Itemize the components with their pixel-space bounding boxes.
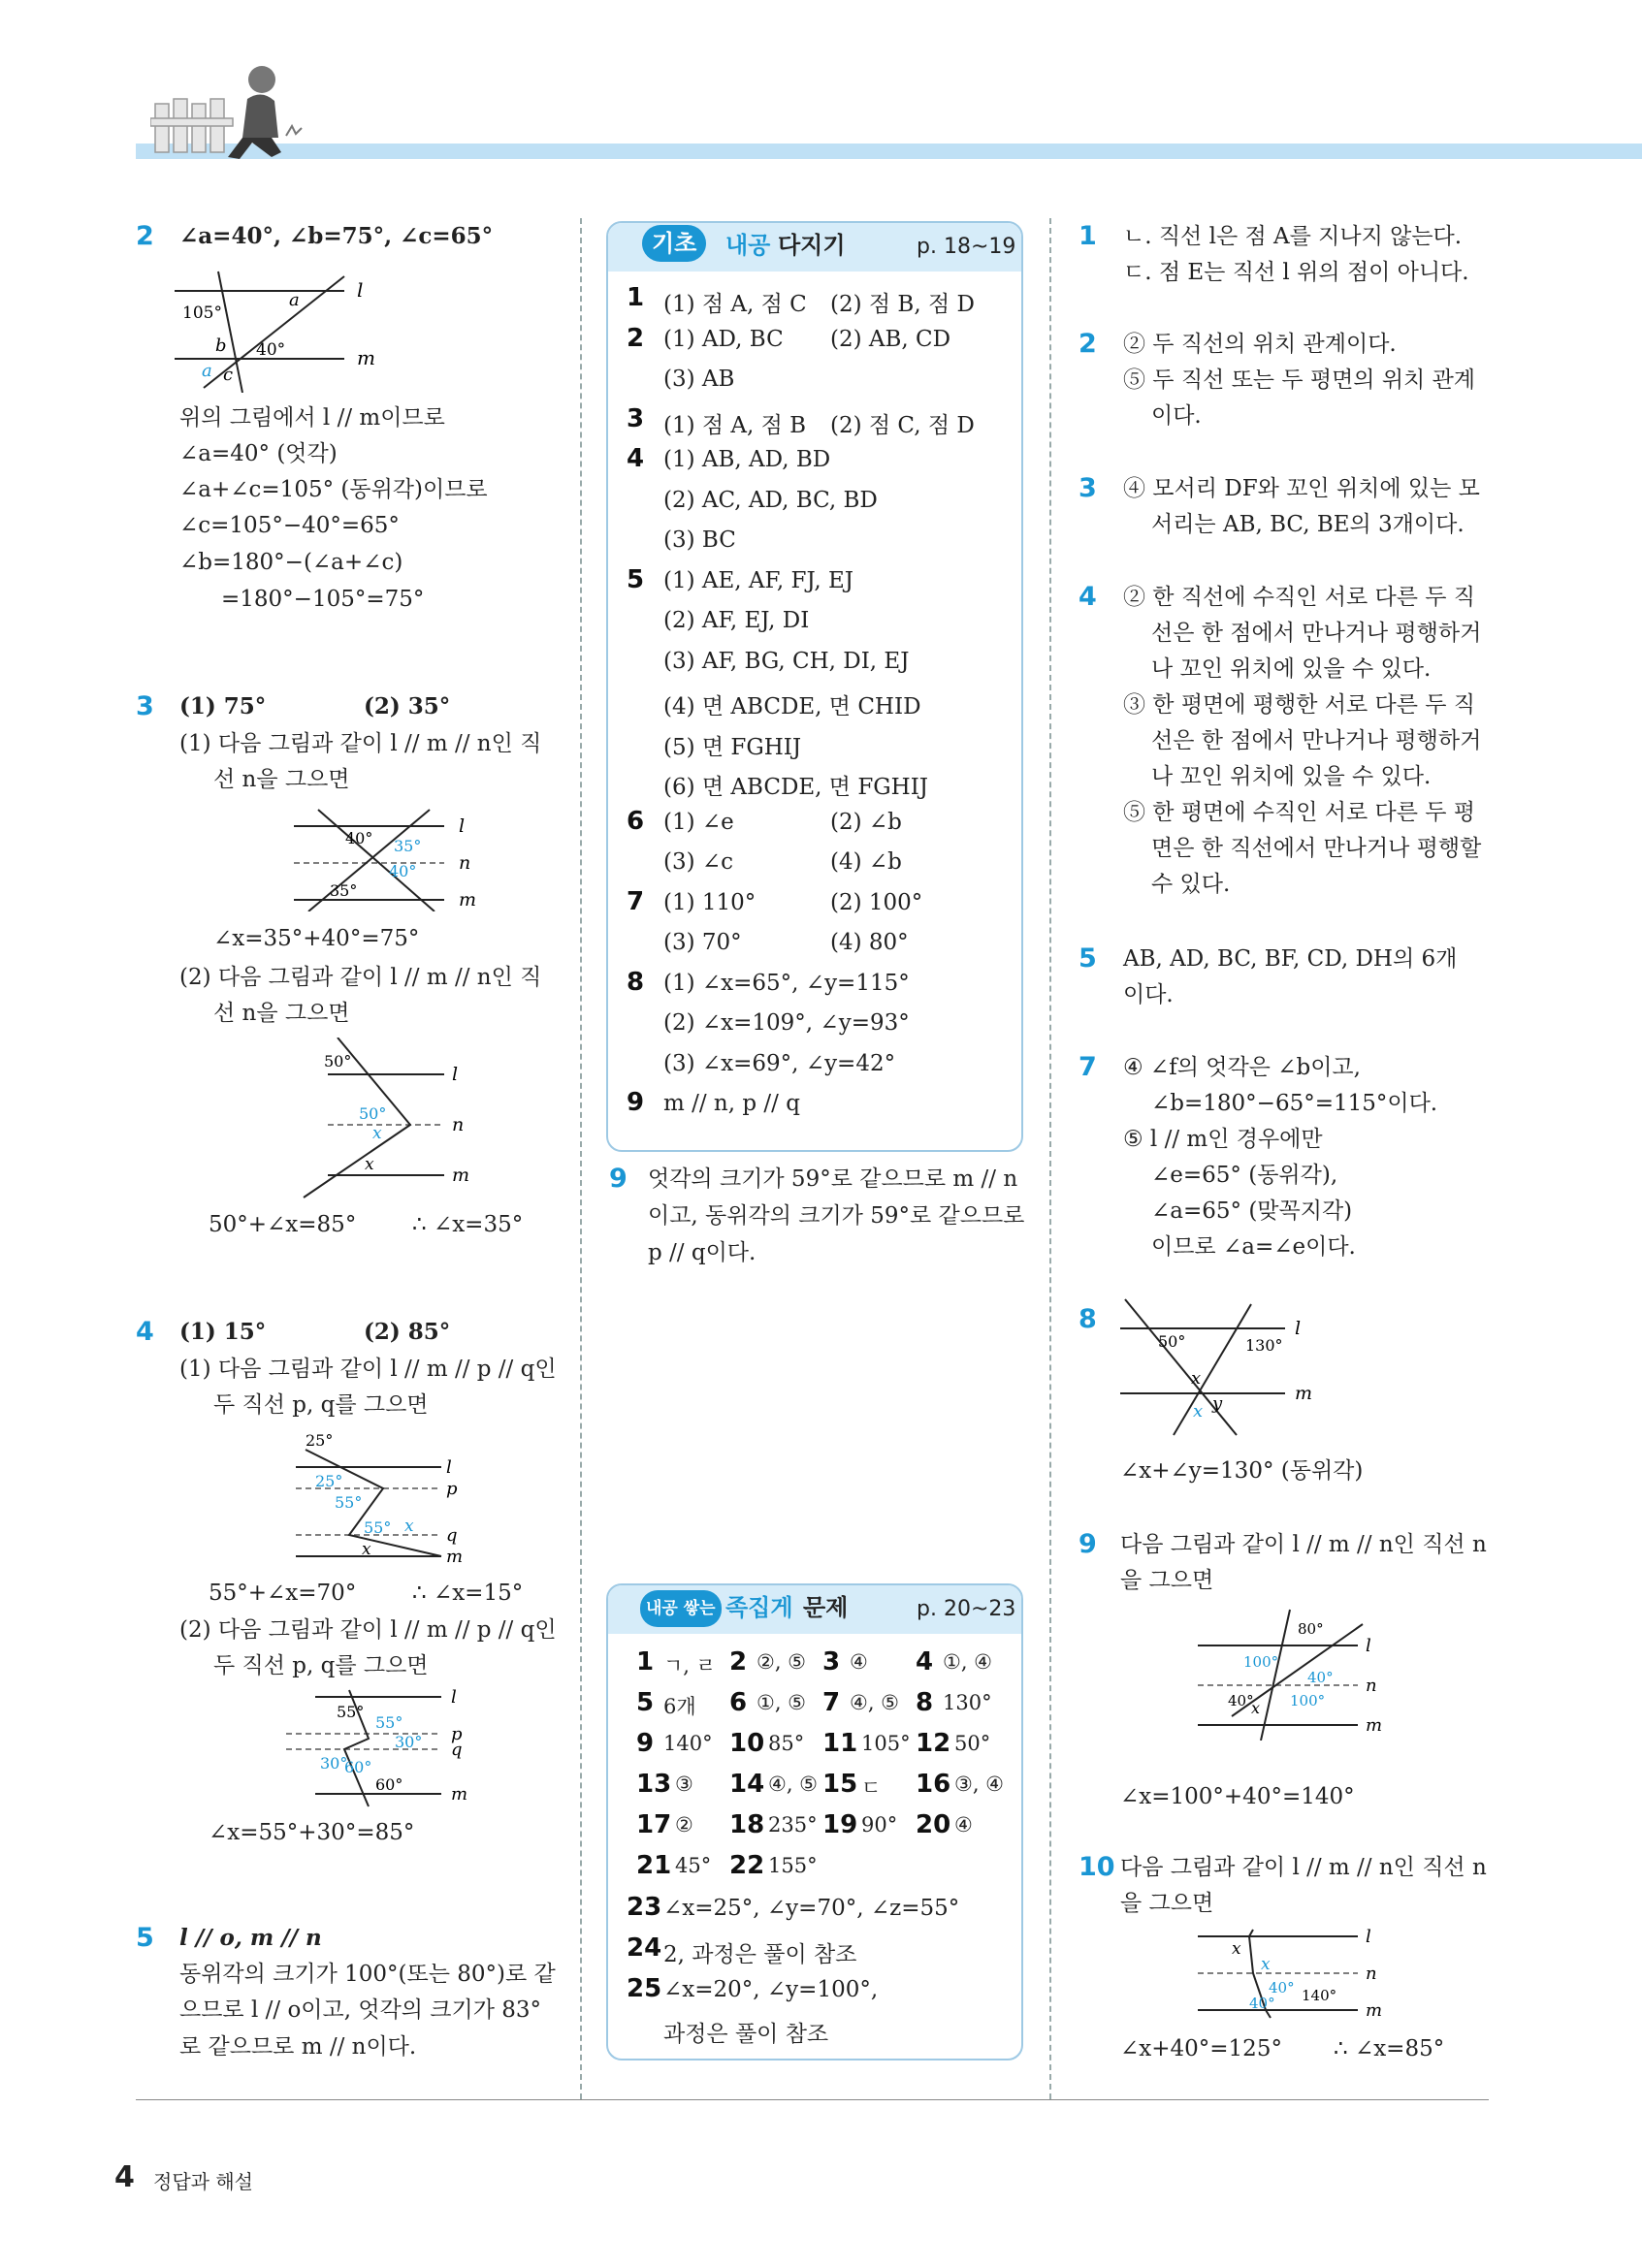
answer-number: 3 [627,403,645,433]
answer-value: ㄷ [861,1776,882,1800]
angle-label: 55° [335,1493,363,1512]
explanation-line: 선은 한 점에서 만나거나 평행하거 [1151,728,1482,753]
answer-value: (5) 면 FGHIJ [663,734,802,760]
answer-value: (3) AF, BG, CH, DI, EJ [663,648,910,674]
answer-number: 2 [729,1647,748,1677]
answer-value: ①, ⑤ [757,1691,807,1714]
explanation-line: 다음 그림과 같이 l // m // n인 직선 n [1120,1532,1487,1557]
answer-title: l // o, m // n [179,1925,322,1951]
answer-value: (1) ∠e [663,809,734,835]
angle-label: x [372,1124,382,1143]
explanation-line: 로 같으므로 m // n이다. [179,2034,417,2060]
answer-value: ④ [850,1650,868,1674]
answer-number: 11 [822,1729,858,1758]
explanation-line: AB, AD, BC, BF, CD, DH의 6개 [1123,946,1458,972]
line-label: n [459,852,471,874]
angle-label: 50° [324,1052,352,1070]
answer-number: 5 [1079,943,1097,974]
explanation-line: ∠a=40° (엇각) [179,441,338,466]
line-label: m [446,1547,464,1566]
answer-number: 10 [729,1729,765,1758]
answer-value: (4) 80° [830,930,909,955]
answer-number: 9 [627,1088,645,1117]
angle-label: x [1193,1401,1204,1421]
answer-value: (3) AB [663,367,735,392]
explanation-line: 위의 그림에서 l // m이므로 [179,405,445,431]
equation: ∠x=55°+30°=85° [209,1820,415,1845]
answer-value: 140° [663,1732,713,1755]
section-badge: 기초 [642,225,706,262]
note-line: p // q이다. [648,1240,757,1265]
angle-label: 40° [345,829,373,847]
explanation-line: ④ 모서리 DF와 꼬인 위치에 있는 모 [1123,476,1480,501]
answer-value: 90° [861,1813,898,1837]
line-label: l [451,1687,457,1708]
answer-value: (1) ∠x=65°, ∠y=115° [663,970,910,996]
line-label: l [459,815,466,837]
explanation-line: 선 n을 그으면 [213,767,350,792]
answer-number: 12 [916,1729,951,1758]
answer-value: 45° [675,1854,712,1877]
angle-label: 130° [1245,1336,1283,1355]
angle-label: 40° [1307,1669,1334,1686]
line-label: m [1366,2000,1383,2021]
section-title-highlight: 내공 [725,232,771,259]
equation: ∴ ∠x=85° [1334,2036,1445,2061]
answer-value: (1) 110° [663,889,757,915]
answer-number: 24 [627,1933,662,1963]
answer-value: 85° [768,1732,805,1755]
footer-title: 정답과 해설 [153,2170,253,2193]
line-label: m [451,1784,468,1805]
angle-label: 100° [1243,1653,1279,1671]
answer-number: 6 [627,806,645,836]
angle-label: b [215,335,227,356]
line-label: l [452,1064,459,1085]
angle-label: 40° [1269,1979,1295,1996]
answer-value: 50° [954,1732,991,1755]
angle-label: 55° [375,1713,403,1732]
answer-value: (2) ∠x=109°, ∠y=93° [663,1010,910,1036]
answer-value: ㄱ, ㄹ [663,1654,716,1677]
answer-value: (3) ∠x=69°, ∠y=42° [663,1050,896,1076]
answer-number: 5 [136,1923,154,1953]
answer-part: (1) 15° [179,1319,267,1345]
line-label: m [1366,1715,1383,1736]
explanation-line: ㄴ. 직선 l은 점 A를 지나지 않는다. [1123,224,1463,249]
answer-value: ② [675,1813,693,1837]
answer-number: 7 [627,886,645,916]
answer-value: m // n, p // q [663,1091,800,1116]
answer-number: 8 [916,1688,934,1717]
angle-label: 60° [344,1758,372,1776]
section-pages: p. 18~19 [917,235,1016,259]
explanation-line: (2) 다음 그림과 같이 l // m // n인 직 [179,965,542,990]
answer-value: 130° [943,1691,992,1714]
answer-number: 2 [627,323,645,353]
header-bar [136,144,1642,159]
angle-label: y [1212,1393,1223,1414]
explanation-line: 이다. [1123,982,1174,1007]
answer-number: 8 [1079,1304,1097,1334]
answer-number: 3 [136,691,154,721]
explanation-line: ⑤ 두 직선 또는 두 평면의 위치 관계 [1123,367,1476,393]
answer-number: 8 [627,967,645,997]
angle-label: 40° [389,862,417,880]
explanation-line: ㄷ. 점 E는 직선 l 위의 점이 아니다. [1123,260,1469,285]
section-title: 문제 [803,1594,849,1621]
answer-value: (4) ∠b [830,849,902,875]
answer-value: ④ [954,1813,973,1837]
explanation-line: ⑤ l // m인 경우에만 [1123,1127,1323,1152]
angle-label: 25° [315,1472,343,1490]
column-divider-2 [1049,218,1051,2099]
line-label: q [451,1740,463,1760]
answer-value: ④, ⑤ [768,1773,819,1796]
column-divider-1 [580,218,582,2099]
answer-number: 9 [1079,1529,1097,1559]
explanation-line: (1) 다음 그림과 같이 l // m // p // q인 [179,1357,557,1382]
line-label: m [459,889,477,910]
explanation-line: ∠a=65° (맞꼭지각) [1151,1198,1353,1224]
explanation-line: ∠a+∠c=105° (동위각)이므로 [179,477,488,502]
explanation-line: ∠b=180°−(∠a+∠c) [179,550,403,575]
angle-figure-q4-2 [286,1685,480,1811]
answer-value: ③, ④ [954,1773,1005,1796]
line-label: l [1366,1927,1371,1947]
equation: 55°+∠x=70° [209,1581,357,1606]
line-label: p [446,1479,458,1499]
answer-number: 16 [916,1770,951,1799]
explanation-line: 수 있다. [1151,872,1231,897]
explanation-line: 두 직선 p, q를 그으면 [213,1653,429,1678]
explanation-line: ⑤ 한 평면에 수직인 서로 다른 두 평 [1123,800,1476,825]
line-label: l [446,1457,452,1478]
explanation-line: ② 한 직선에 수직인 서로 다른 두 직 [1123,585,1476,610]
line-label: l [1366,1636,1371,1656]
angle-label: a [289,290,300,310]
answer-number: 2 [1079,329,1097,359]
angle-label: a [202,361,212,381]
angle-label: 40° [1249,1995,1275,2012]
answer-number: 1 [1079,221,1097,251]
answer-value: (3) 70° [663,930,742,955]
answer-value: (2) 100° [830,889,923,915]
angle-label: 80° [1298,1620,1324,1638]
angle-figure-q10 [1193,1925,1406,2022]
answer-value: 2, 과정은 풀이 참조 [663,1942,857,1967]
line-label: l [1295,1318,1302,1339]
explanation-line: ③ 한 평면에 평행한 서로 다른 두 직 [1123,692,1476,718]
explanation-line: ② 두 직선의 위치 관계이다. [1123,332,1397,357]
explanation-line: (2) 다음 그림과 같이 l // m // p // q인 [179,1617,557,1643]
angle-label: 60° [375,1775,403,1794]
answer-number: 23 [627,1893,662,1922]
explanation-line: 선은 한 점에서 만나거나 평행하거 [1151,621,1482,646]
angle-figure-q3-2 [289,1038,483,1202]
answer-number: 7 [1079,1052,1097,1082]
explanation-line: ∠e=65° (동위각), [1151,1163,1338,1188]
answer-value: ∠x=20°, ∠y=100°, [663,1977,879,2002]
answer-value: (2) 점 C, 점 D [830,412,975,438]
answer-part: (2) 85° [364,1319,451,1345]
answer-number: 4 [1079,582,1097,612]
explanation-line: 이므로 ∠a=∠e이다. [1151,1234,1356,1260]
answer-number: 7 [822,1688,841,1717]
angle-label: 105° [182,303,222,323]
answer-number: 13 [636,1770,672,1799]
line-label: m [1295,1383,1313,1404]
angle-figure-q3-1 [289,805,483,911]
equation: ∠x=100°+40°=140° [1120,1784,1355,1809]
answer-number: 18 [729,1810,765,1839]
angle-label: x [1191,1368,1202,1389]
answer-number: 15 [822,1770,858,1799]
angle-label: x [1261,1955,1271,1974]
answer-value: (2) AC, AD, BC, BD [663,487,878,513]
answer-number: 14 [729,1770,765,1799]
answer-value: ①, ④ [943,1650,993,1674]
angle-label: 50° [359,1104,387,1123]
answer-value: 6개 [663,1695,696,1718]
explanation-line: ④ ∠f의 엇각은 ∠b이고, [1123,1055,1361,1080]
explanation-line: 동위각의 크기가 100°(또는 80°)로 같 [179,1962,556,1987]
answer-title: ∠a=40°, ∠b=75°, ∠c=65° [179,223,494,249]
answer-value: (1) 점 A, 점 B [663,412,807,438]
explanation-line: 나 꼬인 위치에 있을 수 있다. [1151,764,1432,789]
explanation-line: (1) 다음 그림과 같이 l // m // n인 직 [179,731,542,756]
answer-value: ②, ⑤ [757,1650,807,1674]
angle-label: 30° [320,1754,348,1773]
answer-part: (2) 35° [364,693,451,719]
equation: ∠x+∠y=130° (동위각) [1120,1458,1364,1484]
equation: ∴ ∠x=15° [412,1581,524,1606]
answer-value: (2) AB, CD [830,326,951,352]
answer-number: 21 [636,1851,672,1880]
explanation-line: ∠c=105°−40°=65° [179,513,400,538]
answer-number: 6 [729,1688,748,1717]
answer-value: 과정은 풀이 참조 [663,2022,829,2047]
answer-number: 5 [627,564,645,594]
answer-value: 235° [768,1813,818,1837]
answer-number: 25 [627,1974,662,2003]
answer-number: 4 [916,1647,934,1677]
answer-number: 19 [822,1810,858,1839]
angle-label: 55° [364,1518,392,1537]
answer-number: 4 [627,444,645,473]
explanation-line: 을 그으면 [1120,1891,1214,1916]
angle-label: 35° [394,837,422,855]
explanation-line: =180°−105°=75° [221,587,425,612]
line-label: l [357,278,364,302]
answer-number: 1 [636,1647,655,1677]
explanation-line: 면은 한 직선에서 만나거나 평행할 [1151,836,1482,861]
angle-label: 55° [337,1703,365,1721]
angle-label: x [1251,1699,1261,1717]
answer-number: 10 [1079,1852,1115,1882]
answer-value: (1) AB, AD, BD [663,447,831,472]
note-number: 9 [609,1164,628,1194]
answer-part: (1) 75° [179,693,267,719]
section-title: 다지기 [778,232,846,259]
answer-number: 22 [729,1851,765,1880]
angle-figure-q2 [175,262,388,393]
line-label: n [452,1114,465,1135]
explanation-line: 서리는 AB, BC, BE의 3개이다. [1151,512,1465,537]
answer-number: 17 [636,1810,672,1839]
answer-value: (2) ∠b [830,809,902,835]
angle-label: x [1232,1939,1241,1959]
angle-label: 50° [1158,1332,1186,1351]
section-badge: 내공 쌓는 [640,1590,722,1627]
answer-value: (1) AE, AF, FJ, EJ [663,567,853,593]
answer-number: 3 [1079,473,1097,503]
explanation-line: 을 그으면 [1120,1568,1214,1593]
angle-label: c [223,365,234,385]
explanation-line: 이다. [1151,403,1202,429]
line-label: q [446,1525,458,1546]
line-label: n [1366,1964,1377,1984]
explanation-line: 다음 그림과 같이 l // m // n인 직선 n [1120,1855,1487,1880]
angle-label: 140° [1302,1987,1337,2004]
answer-number: 9 [636,1729,655,1758]
answer-number: 4 [136,1317,154,1347]
angle-figure-q8 [1115,1294,1329,1440]
explanation-line: 으므로 l // o이고, 엇각의 크기가 83° [179,1997,542,2023]
angle-figure-q9 [1193,1605,1406,1741]
answer-value: (2) 점 B, 점 D [830,292,975,317]
angle-label: 40° [256,340,286,360]
explanation-line: 두 직선 p, q를 그으면 [213,1392,429,1418]
answer-number: 5 [636,1688,655,1717]
angle-label: 25° [306,1431,334,1450]
explanation-line: ∠b=180°−65°=115°이다. [1151,1091,1438,1116]
explanation-line: 나 꼬인 위치에 있을 수 있다. [1151,656,1432,682]
answer-value: (3) ∠c [663,849,734,875]
answer-value: ④, ⑤ [850,1691,900,1714]
page-number: 4 [114,2160,135,2194]
answer-value: ③ [675,1773,693,1796]
equation: ∠x=35°+40°=75° [213,926,420,951]
angle-label: x [365,1155,374,1174]
angle-label: 40° [1228,1692,1254,1709]
note-line: 엇각의 크기가 59°로 같으므로 m // n [648,1166,1018,1192]
equation: 50°+∠x=85° [209,1212,357,1237]
answer-value: (4) 면 ABCDE, 면 CHID [663,694,921,719]
angle-figure-q4-1 [286,1430,480,1566]
equation: ∠x+40°=125° [1120,2036,1282,2061]
answer-value: (1) AD, BC [663,326,784,352]
answer-number: 3 [822,1647,841,1677]
answer-value: 155° [768,1854,818,1877]
answer-value: 105° [861,1732,911,1755]
answer-number: 2 [136,221,154,251]
answer-number: 20 [916,1810,951,1839]
line-label: n [1366,1676,1377,1696]
angle-label: x [404,1517,414,1536]
equation: ∴ ∠x=35° [412,1212,524,1237]
answer-number: 1 [627,283,645,312]
answer-value: (2) AF, EJ, DI [663,608,810,633]
line-label: p [451,1724,463,1744]
answer-value: (3) BC [663,527,736,553]
header-illustration [150,60,306,165]
section-title-highlight: 족집게 [725,1594,793,1621]
angle-label: 30° [395,1733,423,1751]
angle-label: 35° [330,881,358,900]
note-line: 이고, 동위각의 크기가 59°로 같으므로 [648,1203,1025,1229]
angle-label: 100° [1290,1692,1326,1709]
explanation-line: 선 n을 그으면 [213,1001,350,1026]
angle-label: x [362,1540,371,1559]
footer-divider [136,2099,1489,2100]
answer-value: (1) 점 A, 점 C [663,292,807,317]
answer-value: (6) 면 ABCDE, 면 FGHIJ [663,775,929,800]
section-pages: p. 20~23 [917,1597,1016,1621]
answer-value: ∠x=25°, ∠y=70°, ∠z=55° [663,1896,960,1921]
line-label: m [452,1165,470,1186]
line-label: m [357,346,375,369]
